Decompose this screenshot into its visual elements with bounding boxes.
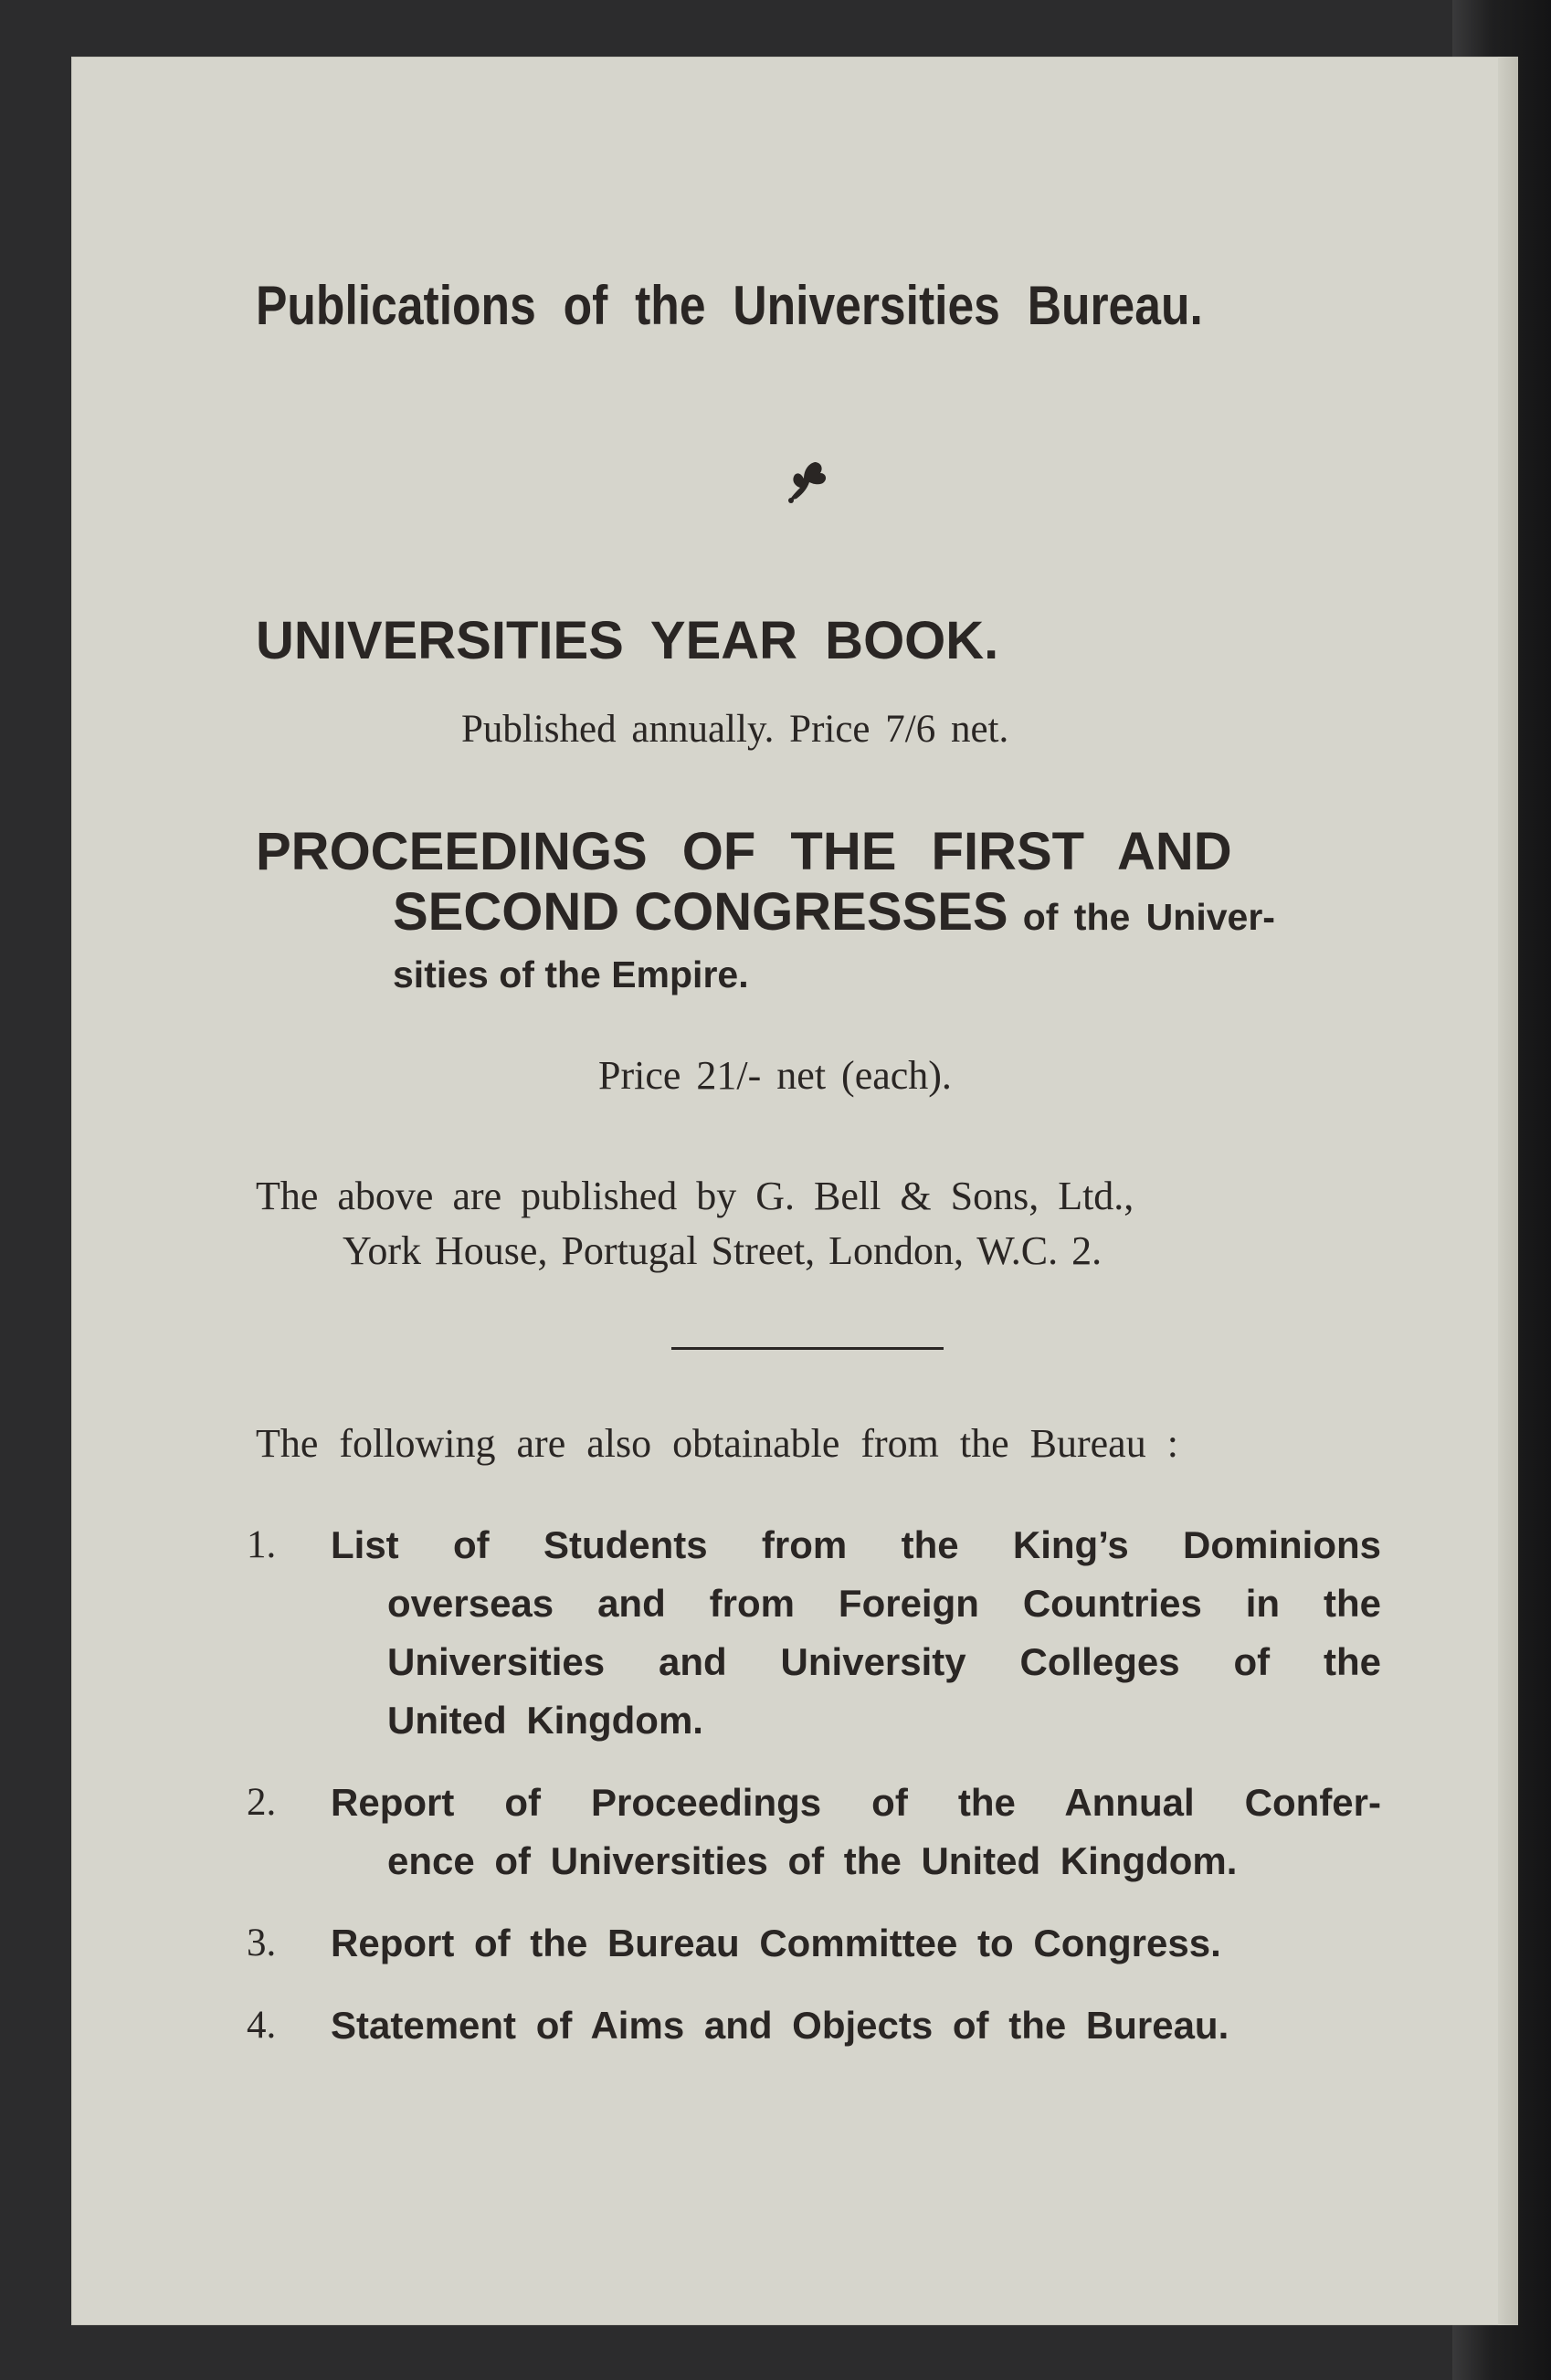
list-item	[247, 1914, 1379, 1973]
list-item-text	[331, 1774, 1379, 1890]
proceedings-price: Price 21/- net (each).	[598, 1053, 952, 1098]
list-item-number: 2.	[247, 1781, 277, 1824]
fleuron-icon	[784, 455, 829, 506]
publications-list	[247, 1516, 1379, 2079]
list-item-text	[331, 1914, 1379, 1973]
list-item-number: 1.	[247, 1523, 277, 1566]
list-item-number: 4.	[247, 2004, 277, 2047]
list-item-line: Statement of Aims and Objects of the Bureau.	[331, 2004, 1229, 2047]
list-item-line: ence of Universities of the United Kingdom.	[387, 1839, 1238, 1882]
list-item	[247, 1996, 1379, 2055]
obtainable-intro: The following are also obtainable from the Bureau :	[256, 1421, 1178, 1466]
proceedings-line-2-caps: SECOND CONGRESSES	[393, 882, 1008, 942]
proceedings-line-3: sities of the Empire.	[393, 953, 749, 995]
list-item-number: 3.	[247, 1922, 277, 1964]
year-book-heading: UNIVERSITIES YEAR BOOK.	[256, 611, 999, 670]
page-edge	[1498, 57, 1518, 2325]
list-item	[247, 1774, 1379, 1890]
proceedings-heading	[256, 822, 1370, 1002]
list-item-text	[331, 1996, 1379, 2055]
list-item-line: List of Students from the King’s Dominions	[331, 1523, 1381, 1566]
list-item-text	[331, 1516, 1379, 1750]
divider	[671, 1347, 944, 1350]
proceedings-line-2	[256, 882, 1370, 947]
publisher-line-1: The above are published by G. Bell & Sons, Ltd.,	[256, 1174, 1134, 1218]
list-item-line: Universities and University Colleges of the	[387, 1640, 1381, 1683]
list-item-line: United Kingdom.	[387, 1699, 703, 1742]
proceedings-line-1: PROCEEDINGS OF THE FIRST AND	[256, 822, 1232, 881]
list-item-line: Report of Proceedings of the Annual Confer-	[331, 1781, 1381, 1824]
publisher-line-2: York House, Portugal Street, London, W.C. 2.	[343, 1228, 1103, 1273]
list-item-line: overseas and from Foreign Countries in the	[387, 1582, 1381, 1625]
list-item	[247, 1516, 1379, 1750]
page-title: Publications of the Universities Bureau.	[256, 275, 1203, 336]
proceedings-line-2-rest: of the Univer-	[1022, 896, 1275, 938]
publisher-note	[256, 1169, 1379, 1279]
list-item-line: Report of the Bureau Committee to Congress.	[331, 1922, 1221, 1964]
year-book-price: Published annually. Price 7/6 net.	[461, 708, 1009, 751]
